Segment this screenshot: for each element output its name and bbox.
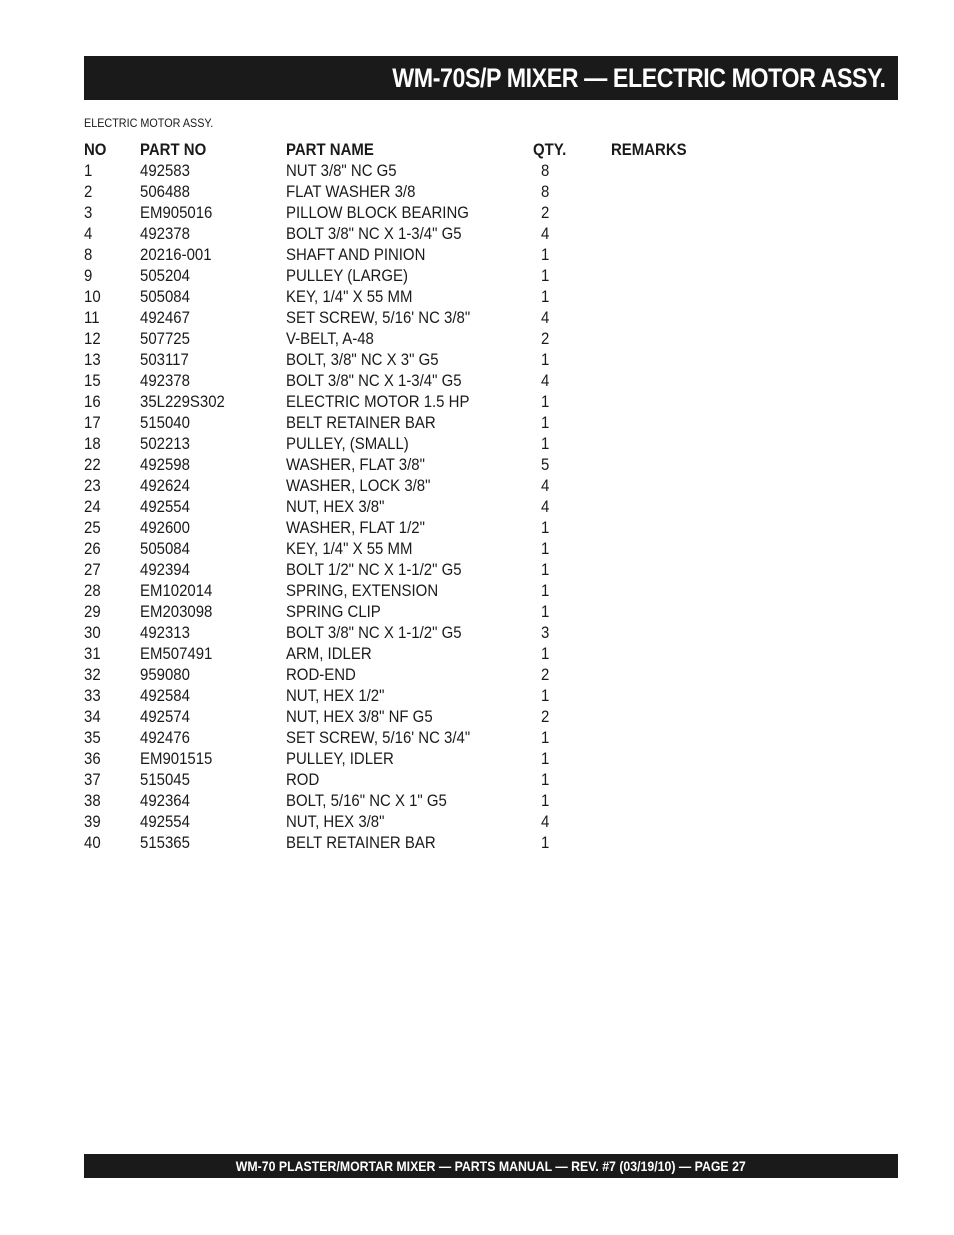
cell-part-name: SET SCREW, 5/16' NC 3/8": [286, 308, 471, 327]
cell-part-no: 507725: [140, 329, 190, 348]
cell-qty: 4: [541, 476, 550, 495]
cell-qty: 1: [541, 560, 550, 579]
cell-part-no: 503117: [140, 350, 189, 369]
cell-part-name: WASHER, FLAT 3/8": [286, 455, 425, 474]
cell-part-name: PULLEY, IDLER: [286, 749, 394, 768]
cell-qty: 2: [541, 707, 550, 726]
table-row: [84, 664, 731, 685]
cell-qty: 8: [541, 182, 550, 201]
cell-remarks: [611, 727, 731, 748]
cell-qty: 4: [541, 308, 550, 327]
cell-no: 36: [84, 749, 101, 768]
cell-part-no: 492467: [140, 308, 190, 327]
table-row: [84, 790, 731, 811]
table-row: [84, 538, 731, 559]
cell-part-name: BOLT, 5/16" NC X 1" G5: [286, 791, 447, 810]
cell-qty: 1: [541, 686, 550, 705]
cell-part-no: 505084: [140, 539, 190, 558]
cell-part-no: 492378: [140, 371, 190, 390]
cell-remarks: [611, 202, 731, 223]
cell-part-name: SET SCREW, 5/16' NC 3/4": [286, 728, 471, 747]
table-row: [84, 454, 731, 475]
cell-remarks: [611, 265, 731, 286]
table-row: [84, 559, 731, 580]
cell-qty: 1: [541, 539, 550, 558]
cell-part-name: BOLT 3/8" NC X 1-3/4" G5: [286, 224, 462, 243]
cell-part-name: NUT, HEX 3/8": [286, 497, 385, 516]
table-row: [84, 685, 731, 706]
cell-no: 1: [84, 161, 93, 180]
table-row: [84, 727, 731, 748]
cell-part-name: ROD: [286, 770, 320, 789]
cell-no: 28: [84, 581, 101, 600]
cell-no: 8: [84, 245, 93, 264]
cell-remarks: [611, 517, 731, 538]
cell-remarks: [611, 181, 731, 202]
table-row: [84, 391, 731, 412]
cell-part-no: 505204: [140, 266, 190, 285]
cell-remarks: [611, 496, 731, 517]
table-row: [84, 181, 731, 202]
column-header-part-name: PART NAME: [286, 140, 374, 159]
table-row: [84, 202, 731, 223]
cell-remarks: [611, 643, 731, 664]
cell-part-name: FLAT WASHER 3/8: [286, 182, 416, 201]
cell-part-name: PULLEY (LARGE): [286, 266, 408, 285]
cell-no: 34: [84, 707, 101, 726]
page-footer-text: WM-70 PLASTER/MORTAR MIXER — PARTS MANUAL — REV. #7 (03/19/10) — PAGE 27: [235, 1158, 747, 1174]
page-title-bar: [84, 56, 898, 100]
table-row: [84, 496, 731, 517]
cell-part-name: BOLT, 3/8" NC X 3" G5: [286, 350, 439, 369]
cell-no: 35: [84, 728, 101, 747]
cell-remarks: [611, 307, 731, 328]
cell-remarks: [611, 601, 731, 622]
cell-no: 37: [84, 770, 101, 789]
table-row: [84, 433, 731, 454]
cell-qty: 1: [541, 434, 550, 453]
cell-no: 16: [84, 392, 101, 411]
cell-remarks: [611, 286, 731, 307]
table-row: [84, 328, 731, 349]
cell-part-name: SHAFT AND PINION: [286, 245, 426, 264]
cell-part-name: NUT, HEX 3/8": [286, 812, 385, 831]
cell-qty: 1: [541, 392, 550, 411]
cell-part-name: BOLT 1/2" NC X 1-1/2" G5: [286, 560, 462, 579]
cell-no: 33: [84, 686, 101, 705]
cell-remarks: [611, 412, 731, 433]
table-row: [84, 811, 731, 832]
cell-remarks: [611, 223, 731, 244]
cell-part-no: 515040: [140, 413, 190, 432]
table-row: [84, 349, 731, 370]
cell-part-name: BOLT 3/8" NC X 1-1/2" G5: [286, 623, 462, 642]
cell-no: 13: [84, 350, 101, 369]
cell-part-no: EM905016: [140, 203, 213, 222]
cell-part-no: 492554: [140, 812, 190, 831]
cell-qty: 2: [541, 329, 550, 348]
cell-part-no: EM507491: [140, 644, 213, 663]
cell-no: 27: [84, 560, 101, 579]
column-header-part-no: PART NO: [140, 140, 207, 159]
cell-part-no: EM102014: [140, 581, 213, 600]
section-label: ELECTRIC MOTOR ASSY.: [84, 116, 214, 130]
cell-qty: 1: [541, 749, 550, 768]
cell-remarks: [611, 664, 731, 685]
cell-qty: 1: [541, 644, 550, 663]
cell-part-no: 502213: [140, 434, 190, 453]
table-row: [84, 706, 731, 727]
cell-part-name: ROD-END: [286, 665, 356, 684]
cell-no: 31: [84, 644, 101, 663]
cell-part-name: SPRING, EXTENSION: [286, 581, 439, 600]
cell-part-no: 492574: [140, 707, 190, 726]
cell-remarks: [611, 538, 731, 559]
cell-qty: 1: [541, 770, 550, 789]
column-header-remarks: REMARKS: [611, 140, 687, 159]
column-header-no: NO: [84, 140, 107, 159]
cell-part-name: NUT, HEX 3/8" NF G5: [286, 707, 433, 726]
cell-qty: 1: [541, 518, 550, 537]
table-row: [84, 475, 731, 496]
cell-part-name: NUT, HEX 1/2": [286, 686, 385, 705]
table-row: [84, 769, 731, 790]
page-title: WM-70S/P MIXER — ELECTRIC MOTOR ASSY.: [392, 62, 886, 93]
cell-no: 15: [84, 371, 101, 390]
table-row: [84, 580, 731, 601]
cell-part-name: V-BELT, A-48: [286, 329, 374, 348]
cell-no: 40: [84, 833, 101, 852]
cell-remarks: [611, 580, 731, 601]
cell-remarks: [611, 328, 731, 349]
cell-qty: 1: [541, 581, 550, 600]
cell-remarks: [611, 685, 731, 706]
cell-part-no: 492554: [140, 497, 190, 516]
cell-part-no: EM203098: [140, 602, 213, 621]
cell-no: 9: [84, 266, 93, 285]
cell-no: 11: [84, 308, 100, 327]
cell-part-no: 492364: [140, 791, 190, 810]
cell-part-no: 492476: [140, 728, 190, 747]
cell-qty: 5: [541, 455, 550, 474]
cell-qty: 1: [541, 602, 550, 621]
table-row: [84, 244, 731, 265]
cell-no: 23: [84, 476, 101, 495]
page-footer-bar: [84, 1154, 898, 1178]
cell-no: 12: [84, 329, 101, 348]
cell-qty: 1: [541, 287, 550, 306]
cell-qty: 3: [541, 623, 550, 642]
cell-no: 32: [84, 665, 101, 684]
cell-qty: 4: [541, 497, 550, 516]
cell-no: 29: [84, 602, 101, 621]
cell-qty: 1: [541, 413, 550, 432]
cell-qty: 1: [541, 791, 550, 810]
cell-no: 18: [84, 434, 101, 453]
cell-remarks: [611, 433, 731, 454]
cell-remarks: [611, 160, 731, 181]
cell-remarks: [611, 769, 731, 790]
cell-part-no: 492598: [140, 455, 190, 474]
cell-part-no: 35L229S302: [140, 392, 225, 411]
cell-qty: 1: [541, 728, 550, 747]
cell-part-name: KEY, 1/4" X 55 MM: [286, 539, 413, 558]
cell-remarks: [611, 622, 731, 643]
cell-no: 39: [84, 812, 101, 831]
table-row: [84, 517, 731, 538]
cell-qty: 2: [541, 203, 550, 222]
table-row: [84, 223, 731, 244]
cell-remarks: [611, 811, 731, 832]
cell-no: 25: [84, 518, 101, 537]
cell-part-name: BELT RETAINER BAR: [286, 413, 436, 432]
cell-no: 2: [84, 182, 93, 201]
table-row: [84, 643, 731, 664]
cell-no: 22: [84, 455, 101, 474]
cell-no: 24: [84, 497, 101, 516]
cell-qty: 1: [541, 266, 550, 285]
cell-qty: 1: [541, 350, 550, 369]
table-row: [84, 160, 731, 181]
cell-remarks: [611, 349, 731, 370]
cell-part-name: SPRING CLIP: [286, 602, 381, 621]
cell-part-name: NUT 3/8" NC G5: [286, 161, 397, 180]
table-row: [84, 622, 731, 643]
cell-part-name: ELECTRIC MOTOR 1.5 HP: [286, 392, 470, 411]
cell-part-name: PULLEY, (SMALL): [286, 434, 409, 453]
cell-remarks: [611, 748, 731, 769]
cell-no: 26: [84, 539, 101, 558]
cell-part-name: PILLOW BLOCK BEARING: [286, 203, 469, 222]
cell-part-no: EM901515: [140, 749, 213, 768]
column-header-qty: QTY.: [533, 140, 567, 159]
cell-no: 30: [84, 623, 101, 642]
cell-part-name: KEY, 1/4" X 55 MM: [286, 287, 413, 306]
cell-part-no: 492600: [140, 518, 190, 537]
cell-part-no: 492583: [140, 161, 190, 180]
cell-no: 10: [84, 287, 101, 306]
table-row: [84, 748, 731, 769]
cell-no: 4: [84, 224, 93, 243]
cell-part-name: WASHER, LOCK 3/8": [286, 476, 431, 495]
table-row: [84, 307, 731, 328]
cell-qty: 4: [541, 371, 550, 390]
table-row: [84, 412, 731, 433]
table-header-row: [84, 139, 731, 160]
cell-part-no: 515045: [140, 770, 190, 789]
parts-table-body: [84, 160, 731, 853]
cell-qty: 8: [541, 161, 550, 180]
cell-part-no: 515365: [140, 833, 190, 852]
cell-qty: 1: [541, 245, 550, 264]
cell-remarks: [611, 454, 731, 475]
cell-part-no: 506488: [140, 182, 190, 201]
table-row: [84, 370, 731, 391]
cell-remarks: [611, 559, 731, 580]
cell-part-no: 492624: [140, 476, 190, 495]
table-row: [84, 601, 731, 622]
cell-no: 38: [84, 791, 101, 810]
parts-list-table: [84, 139, 731, 853]
table-row: [84, 265, 731, 286]
cell-qty: 1: [541, 833, 550, 852]
table-row: [84, 832, 731, 853]
cell-part-name: WASHER, FLAT 1/2": [286, 518, 425, 537]
cell-qty: 2: [541, 665, 550, 684]
cell-no: 17: [84, 413, 101, 432]
cell-part-no: 492394: [140, 560, 190, 579]
cell-remarks: [611, 244, 731, 265]
cell-part-no: 959080: [140, 665, 190, 684]
cell-part-name: BELT RETAINER BAR: [286, 833, 436, 852]
cell-part-no: 492313: [140, 623, 190, 642]
cell-part-no: 505084: [140, 287, 190, 306]
cell-qty: 4: [541, 812, 550, 831]
cell-part-no: 492378: [140, 224, 190, 243]
cell-part-no: 492584: [140, 686, 190, 705]
cell-remarks: [611, 706, 731, 727]
cell-part-name: ARM, IDLER: [286, 644, 372, 663]
table-row: [84, 286, 731, 307]
cell-part-name: BOLT 3/8" NC X 1-3/4" G5: [286, 371, 462, 390]
cell-remarks: [611, 790, 731, 811]
cell-remarks: [611, 391, 731, 412]
cell-remarks: [611, 475, 731, 496]
cell-qty: 4: [541, 224, 550, 243]
cell-part-no: 20216-001: [140, 245, 212, 264]
cell-remarks: [611, 370, 731, 391]
cell-no: 3: [84, 203, 93, 222]
cell-remarks: [611, 832, 731, 853]
